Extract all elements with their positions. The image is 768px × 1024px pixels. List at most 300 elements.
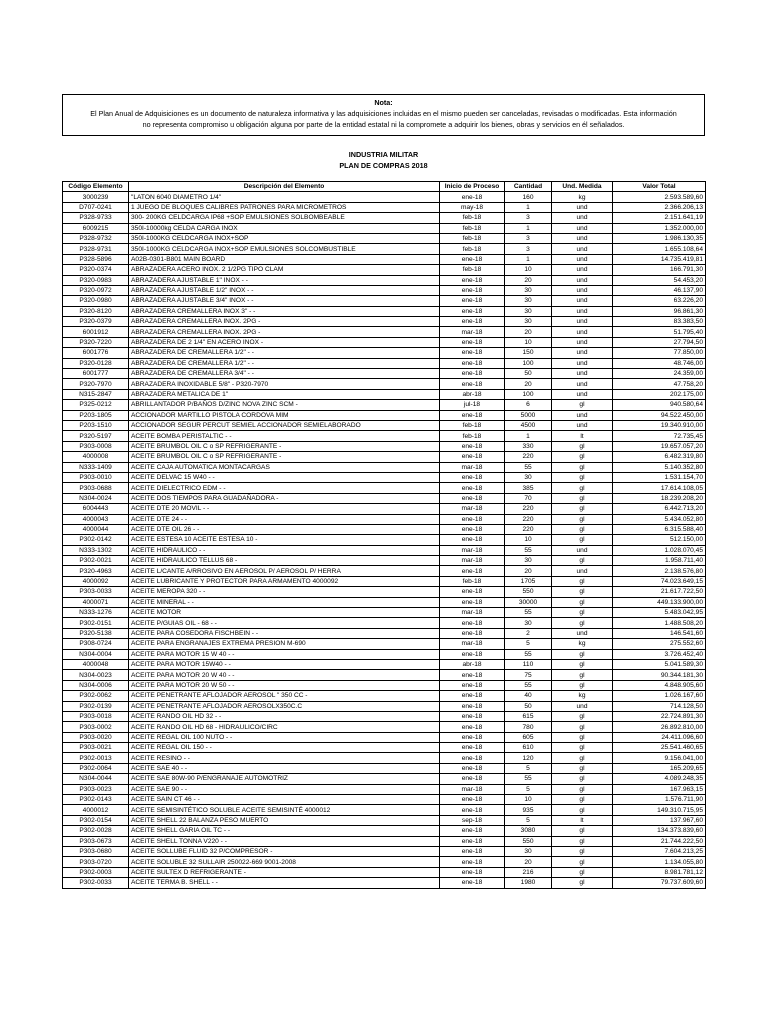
cell-quantity: 50 [505,369,552,379]
table-row [63,441,706,451]
cell-description: ACEITE SOLLUBE FLUID 32 P/COMPRESOR - [129,847,440,857]
cell-description: ACEITE REGAL OIL 150 - - [129,743,440,753]
cell-code: P203-1805 [63,410,129,420]
cell-unit: gl [552,659,613,669]
cell-start: ene-18 [440,441,505,451]
cell-code: P302-0139 [63,701,129,711]
cell-quantity: 100 [505,389,552,399]
cell-quantity: 610 [505,743,552,753]
cell-unit: kg [552,639,613,649]
cell-quantity: 216 [505,867,552,877]
table-row [63,826,706,836]
cell-quantity: 20 [505,327,552,337]
cell-quantity: 780 [505,722,552,732]
cell-unit: und [552,327,613,337]
cell-quantity: 3 [505,213,552,223]
cell-code: P303-0673 [63,836,129,846]
cell-total: 202.175,00 [613,389,706,399]
col-header-code: Código Elemento [63,182,129,192]
table-row [63,265,706,275]
cell-code: P328-5896 [63,254,129,264]
cell-code: 6001912 [63,327,129,337]
table-row [63,847,706,857]
cell-start: ene-18 [440,493,505,503]
cell-total: 1.655.108,64 [613,244,706,254]
col-header-start: Inicio de Proceso [440,182,505,192]
col-header-unit: Und. Medida [552,182,613,192]
cell-quantity: 30 [505,472,552,482]
cell-total: 47.758,20 [613,379,706,389]
cell-description: ACEITE LUBRICANTE Y PROTECTOR PARA ARMAMENTO 4000092 [129,576,440,586]
cell-total: 48.746,00 [613,358,706,368]
cell-code: P303-0033 [63,587,129,597]
col-header-quantity: Cantidad [505,182,552,192]
cell-code: P302-0143 [63,795,129,805]
cell-quantity: 30 [505,306,552,316]
cell-quantity: 3080 [505,826,552,836]
table-row [63,774,706,784]
cell-unit: und [552,628,613,638]
cell-code: P320-0983 [63,275,129,285]
cell-unit: und [552,369,613,379]
plan-title: PLAN DE COMPRAS 2018 [339,161,428,170]
cell-total: 79.737.609,60 [613,878,706,888]
cell-start: abr-18 [440,659,505,669]
cell-quantity: 55 [505,649,552,659]
cell-unit: kg [552,192,613,202]
cell-description: ACEITE RESINO - - [129,753,440,763]
cell-unit: und [552,317,613,327]
cell-description: ACEITE DTE 20 MOVIL - - [129,504,440,514]
table-row [63,504,706,514]
cell-start: ene-18 [440,670,505,680]
table-row [63,483,706,493]
table-row [63,836,706,846]
cell-description: ACEITE P/GUIAS OIL - 68 - - [129,618,440,628]
cell-code: D707-0241 [63,202,129,212]
table-row [63,784,706,794]
table-row [63,296,706,306]
cell-quantity: 10 [505,265,552,275]
cell-description: ABRAZADERA AJUSTABLE 1" INOX - - [129,275,440,285]
cell-start: ene-18 [440,805,505,815]
table-row [63,722,706,732]
cell-description: ACCIONADOR SEGUR PERCUT SEMIEL ACCIONADOR SEMIELABORADO [129,420,440,430]
cell-start: mar-18 [440,327,505,337]
cell-start: ene-18 [440,743,505,753]
cell-unit: gl [552,836,613,846]
cell-unit: gl [552,556,613,566]
cell-code: P203-1510 [63,420,129,430]
cell-code: P302-0021 [63,556,129,566]
cell-code: P320-0980 [63,296,129,306]
cell-unit: gl [552,452,613,462]
cell-unit: gl [552,732,613,742]
cell-start: ene-18 [440,317,505,327]
cell-description: ACCIONADOR MARTILLO PISTOLA CORDOVA MIM [129,410,440,420]
cell-quantity: 20 [505,857,552,867]
cell-description: ABRAZADERA DE CREMALLERA 3/4" - - [129,369,440,379]
cell-code: P303-0020 [63,732,129,742]
cell-code: P328-9733 [63,213,129,223]
cell-start: mar-18 [440,608,505,618]
cell-unit: gl [552,576,613,586]
cell-start: ene-18 [440,379,505,389]
table-row [63,379,706,389]
table-row [63,389,706,399]
cell-unit: kg [552,691,613,701]
cell-unit: und [552,358,613,368]
cell-quantity: 55 [505,545,552,555]
cell-unit: gl [552,878,613,888]
cell-quantity: 30000 [505,597,552,607]
table-row [63,317,706,327]
cell-start: feb-18 [440,431,505,441]
cell-start: ene-18 [440,763,505,773]
cell-quantity: 10 [505,795,552,805]
cell-start: ene-18 [440,306,505,316]
cell-quantity: 5 [505,815,552,825]
cell-start: jul-18 [440,400,505,410]
cell-code: 4000044 [63,524,129,534]
cell-unit: gl [552,867,613,877]
cell-code: P303-0010 [63,472,129,482]
table-row [63,691,706,701]
disclaimer-note [62,94,705,136]
cell-code: P302-0142 [63,535,129,545]
table-row [63,743,706,753]
table-row [63,535,706,545]
cell-quantity: 4500 [505,420,552,430]
table-row [63,878,706,888]
cell-total: 9.156.041,00 [613,753,706,763]
cell-unit: und [552,306,613,316]
cell-quantity: 50 [505,701,552,711]
cell-start: ene-18 [440,826,505,836]
cell-unit: und [552,265,613,275]
table-row [63,213,706,223]
cell-description: ACEITE PARA MOTOR 15 W 40 - - [129,649,440,659]
cell-description: ACEITE MINERAL - - [129,597,440,607]
cell-start: feb-18 [440,265,505,275]
table-row [63,608,706,618]
table-row [63,597,706,607]
cell-code: N333-1276 [63,608,129,618]
cell-quantity: 100 [505,358,552,368]
cell-total: 22.724.891,30 [613,711,706,721]
cell-code: P320-7220 [63,337,129,347]
cell-description: ABRAZADERA INOXIDABLE 5/8" - P320-7970 [129,379,440,389]
cell-code: 6001777 [63,369,129,379]
cell-code: 4000048 [63,659,129,669]
cell-description: ABRAZADERA DE CREMALLERA 1/2" - - [129,348,440,358]
cell-code: P320-5197 [63,431,129,441]
table-row [63,566,706,576]
cell-unit: gl [552,722,613,732]
cell-description: ABRAZADERA DE 2 1/4" EN ACERO INOX - [129,337,440,347]
cell-start: ene-18 [440,722,505,732]
cell-start: ene-18 [440,410,505,420]
cell-quantity: 10 [505,337,552,347]
cell-code: 4000008 [63,452,129,462]
table-row [63,431,706,441]
cell-description: ABRAZADERA METALICA DE 1" [129,389,440,399]
cell-description: ACEITE DTE OIL 26 - - [129,524,440,534]
cell-total: 4.848.905,60 [613,680,706,690]
cell-total: 2.138.576,80 [613,566,706,576]
cell-start: ene-18 [440,483,505,493]
cell-start: feb-18 [440,244,505,254]
table-row [63,285,706,295]
cell-code: P328-9732 [63,233,129,243]
cell-quantity: 3 [505,233,552,243]
cell-code: P320-5138 [63,628,129,638]
cell-quantity: 1705 [505,576,552,586]
cell-unit: lt [552,815,613,825]
table-row [63,576,706,586]
cell-total: 1.134.055,80 [613,857,706,867]
table-row [63,462,706,472]
cell-unit: gl [552,462,613,472]
cell-quantity: 5000 [505,410,552,420]
cell-start: ene-18 [440,753,505,763]
cell-total: 149.310.715,95 [613,805,706,815]
cell-total: 5.483.042,95 [613,608,706,618]
note-line-1: El Plan Anual de Adquisiciones es un documento de naturaleza informativa y las adquisiciones incluidas en el mismo pueden ser canceladas, revisadas o modificadas. Esta información [90,109,677,118]
cell-start: sep-18 [440,815,505,825]
cell-code: P303-0720 [63,857,129,867]
table-header-row [63,182,706,192]
cell-total: 1.352.000,00 [613,223,706,233]
table-row [63,337,706,347]
cell-description: ABRILLANTADOR P/BAÑOS D/ZINC NOVA ZINC SCM - [129,400,440,410]
cell-total: 1.488.508,20 [613,618,706,628]
table-row [63,556,706,566]
table-row [63,815,706,825]
cell-description: ACEITE PARA MOTOR 15W40 - - [129,659,440,669]
cell-total: 26.892.810,00 [613,722,706,732]
cell-description: ABRAZADERA CREMALLERA INOX 3" - - [129,306,440,316]
cell-code: P302-0033 [63,878,129,888]
cell-description: ACEITE SAE 40 - - [129,763,440,773]
cell-unit: gl [552,670,613,680]
cell-description: ACEITE DTE 24 - - [129,514,440,524]
cell-start: ene-18 [440,337,505,347]
cell-description: 350I-1000KG CELDCARGA INOX+SOP EMULSIONES SOLCOMBUSTIBLE [129,244,440,254]
cell-total: 6.315.588,40 [613,524,706,534]
cell-quantity: 55 [505,608,552,618]
cell-quantity: 330 [505,441,552,451]
cell-quantity: 20 [505,566,552,576]
cell-start: mar-18 [440,639,505,649]
cell-code: N304-0006 [63,680,129,690]
cell-description: ACEITE SHELL TONNA V220 - - [129,836,440,846]
cell-code: P302-0028 [63,826,129,836]
cell-code: N315-2847 [63,389,129,399]
cell-description: ACEITE SHELL 22 BALANZA PESO MUERTO [129,815,440,825]
cell-quantity: 110 [505,659,552,669]
cell-quantity: 30 [505,618,552,628]
cell-start: mar-18 [440,545,505,555]
cell-start: ene-18 [440,649,505,659]
cell-quantity: 20 [505,379,552,389]
cell-code: P303-0002 [63,722,129,732]
cell-description: ACEITE BRUMBOL OIL C o SP REFRIGERANTE - [129,441,440,451]
cell-total: 1.026.167,60 [613,691,706,701]
cell-total: 21.744.222,50 [613,836,706,846]
cell-code: 6004443 [63,504,129,514]
cell-quantity: 220 [505,504,552,514]
cell-code: P302-0062 [63,691,129,701]
cell-start: ene-18 [440,691,505,701]
cell-start: ene-18 [440,711,505,721]
purchase-plan-table [62,181,706,889]
cell-start: ene-18 [440,514,505,524]
cell-start: mar-18 [440,784,505,794]
table-row [63,524,706,534]
cell-start: feb-18 [440,223,505,233]
cell-total: 46.137,90 [613,285,706,295]
cell-description: ACEITE PARA COSEDORA FISCHBEIN - - [129,628,440,638]
table-row [63,649,706,659]
table-row [63,587,706,597]
cell-unit: gl [552,774,613,784]
cell-quantity: 385 [505,483,552,493]
cell-quantity: 615 [505,711,552,721]
table-row [63,628,706,638]
cell-start: ene-18 [440,296,505,306]
cell-code: 4000071 [63,597,129,607]
cell-total: 2.151.641,19 [613,213,706,223]
cell-quantity: 1 [505,202,552,212]
cell-quantity: 1980 [505,878,552,888]
cell-unit: gl [552,524,613,534]
cell-code: 4000043 [63,514,129,524]
table-row [63,223,706,233]
cell-unit: gl [552,743,613,753]
cell-quantity: 2 [505,628,552,638]
cell-quantity: 220 [505,452,552,462]
table-row [63,857,706,867]
table-row [63,867,706,877]
cell-unit: gl [552,795,613,805]
cell-unit: und [552,275,613,285]
cell-description: 300- 200KG CELDCARGA IP68 +SOP EMULSIONES SOLBOMBEABLE [129,213,440,223]
cell-code: P320-0128 [63,358,129,368]
cell-code: N304-0044 [63,774,129,784]
cell-code: P302-0154 [63,815,129,825]
table-row [63,701,706,711]
cell-code: P320-0972 [63,285,129,295]
cell-start: ene-18 [440,628,505,638]
cell-unit: und [552,202,613,212]
cell-start: ene-18 [440,192,505,202]
note-line-2: no representa compromiso u obligación alguna por parte de la entidad estatal ni la compromete a adquirir los bienes, obras y servicios en él señalados. [142,120,625,129]
cell-quantity: 1 [505,254,552,264]
table-row [63,795,706,805]
cell-code: 4000012 [63,805,129,815]
cell-total: 166.791,30 [613,265,706,275]
cell-quantity: 6 [505,400,552,410]
cell-code: P320-0379 [63,317,129,327]
cell-code: P328-9731 [63,244,129,254]
cell-total: 512.150,00 [613,535,706,545]
cell-quantity: 3 [505,244,552,254]
table-row [63,306,706,316]
cell-description: ACEITE PENETRANTE AFLOJADOR AEROSOLX350C.C [129,701,440,711]
table-row [63,753,706,763]
cell-description: ABRAZADERA ACERO INOX. 2 1/2PG TIPO CLAM [129,265,440,275]
cell-quantity: 5 [505,639,552,649]
cell-description: ACEITE L/CANTE A/RROSIVO EN AEROSOL P/ AEROSOL P/ HERRA [129,566,440,576]
cell-unit: gl [552,711,613,721]
cell-total: 19.657.057,20 [613,441,706,451]
cell-description: ACEITE SOLUBLE 32 SULLAIR 250022-669 9001-2008 [129,857,440,867]
cell-total: 5.140.352,80 [613,462,706,472]
cell-code: P325-0212 [63,400,129,410]
cell-quantity: 605 [505,732,552,742]
cell-description: ACEITE BOMBA PERISTALTIC - - [129,431,440,441]
cell-description: ABRAZADERA CREMALLERA INOX. 2PG - [129,327,440,337]
table-row [63,244,706,254]
cell-total: 74.023.649,15 [613,576,706,586]
cell-unit: gl [552,587,613,597]
cell-start: ene-18 [440,348,505,358]
cell-quantity: 30 [505,296,552,306]
cell-unit: gl [552,847,613,857]
cell-unit: und [552,379,613,389]
cell-unit: und [552,244,613,254]
cell-unit: und [552,389,613,399]
cell-start: feb-18 [440,576,505,586]
cell-code: P303-0023 [63,784,129,794]
cell-start: ene-18 [440,732,505,742]
cell-start: feb-18 [440,420,505,430]
cell-quantity: 55 [505,680,552,690]
table-row [63,763,706,773]
cell-total: 96.861,30 [613,306,706,316]
cell-description: ACEITE TERMA B. SHELL - - [129,878,440,888]
cell-unit: gl [552,784,613,794]
cell-total: 27.794,50 [613,337,706,347]
cell-unit: gl [552,400,613,410]
cell-code: P303-0680 [63,847,129,857]
table-row [63,680,706,690]
cell-quantity: 550 [505,587,552,597]
cell-quantity: 150 [505,348,552,358]
cell-unit: und [552,337,613,347]
cell-total: 1.028.070,45 [613,545,706,555]
cell-code: N304-0024 [63,493,129,503]
note-title: Nota: [374,98,393,107]
cell-description: ACEITE MEROPA 320 - - [129,587,440,597]
table-row [63,732,706,742]
cell-description: ACEITE PARA ENGRANAJES EXTREMA PRESION M-690 [129,639,440,649]
cell-total: 3.726.452,40 [613,649,706,659]
cell-description: 350I-10000kg CELDA CARGA INOX [129,223,440,233]
table-row [63,545,706,555]
cell-unit: und [552,296,613,306]
cell-quantity: 10 [505,535,552,545]
cell-unit: lt [552,431,613,441]
cell-start: mar-18 [440,556,505,566]
table-row [63,711,706,721]
cell-code: P302-0003 [63,867,129,877]
cell-total: 1.531.154,70 [613,472,706,482]
cell-description: ACEITE ESTESA 10 ACEITE ESTESA 10 - [129,535,440,545]
cell-total: 19.340.910,00 [613,420,706,430]
table-row [63,472,706,482]
